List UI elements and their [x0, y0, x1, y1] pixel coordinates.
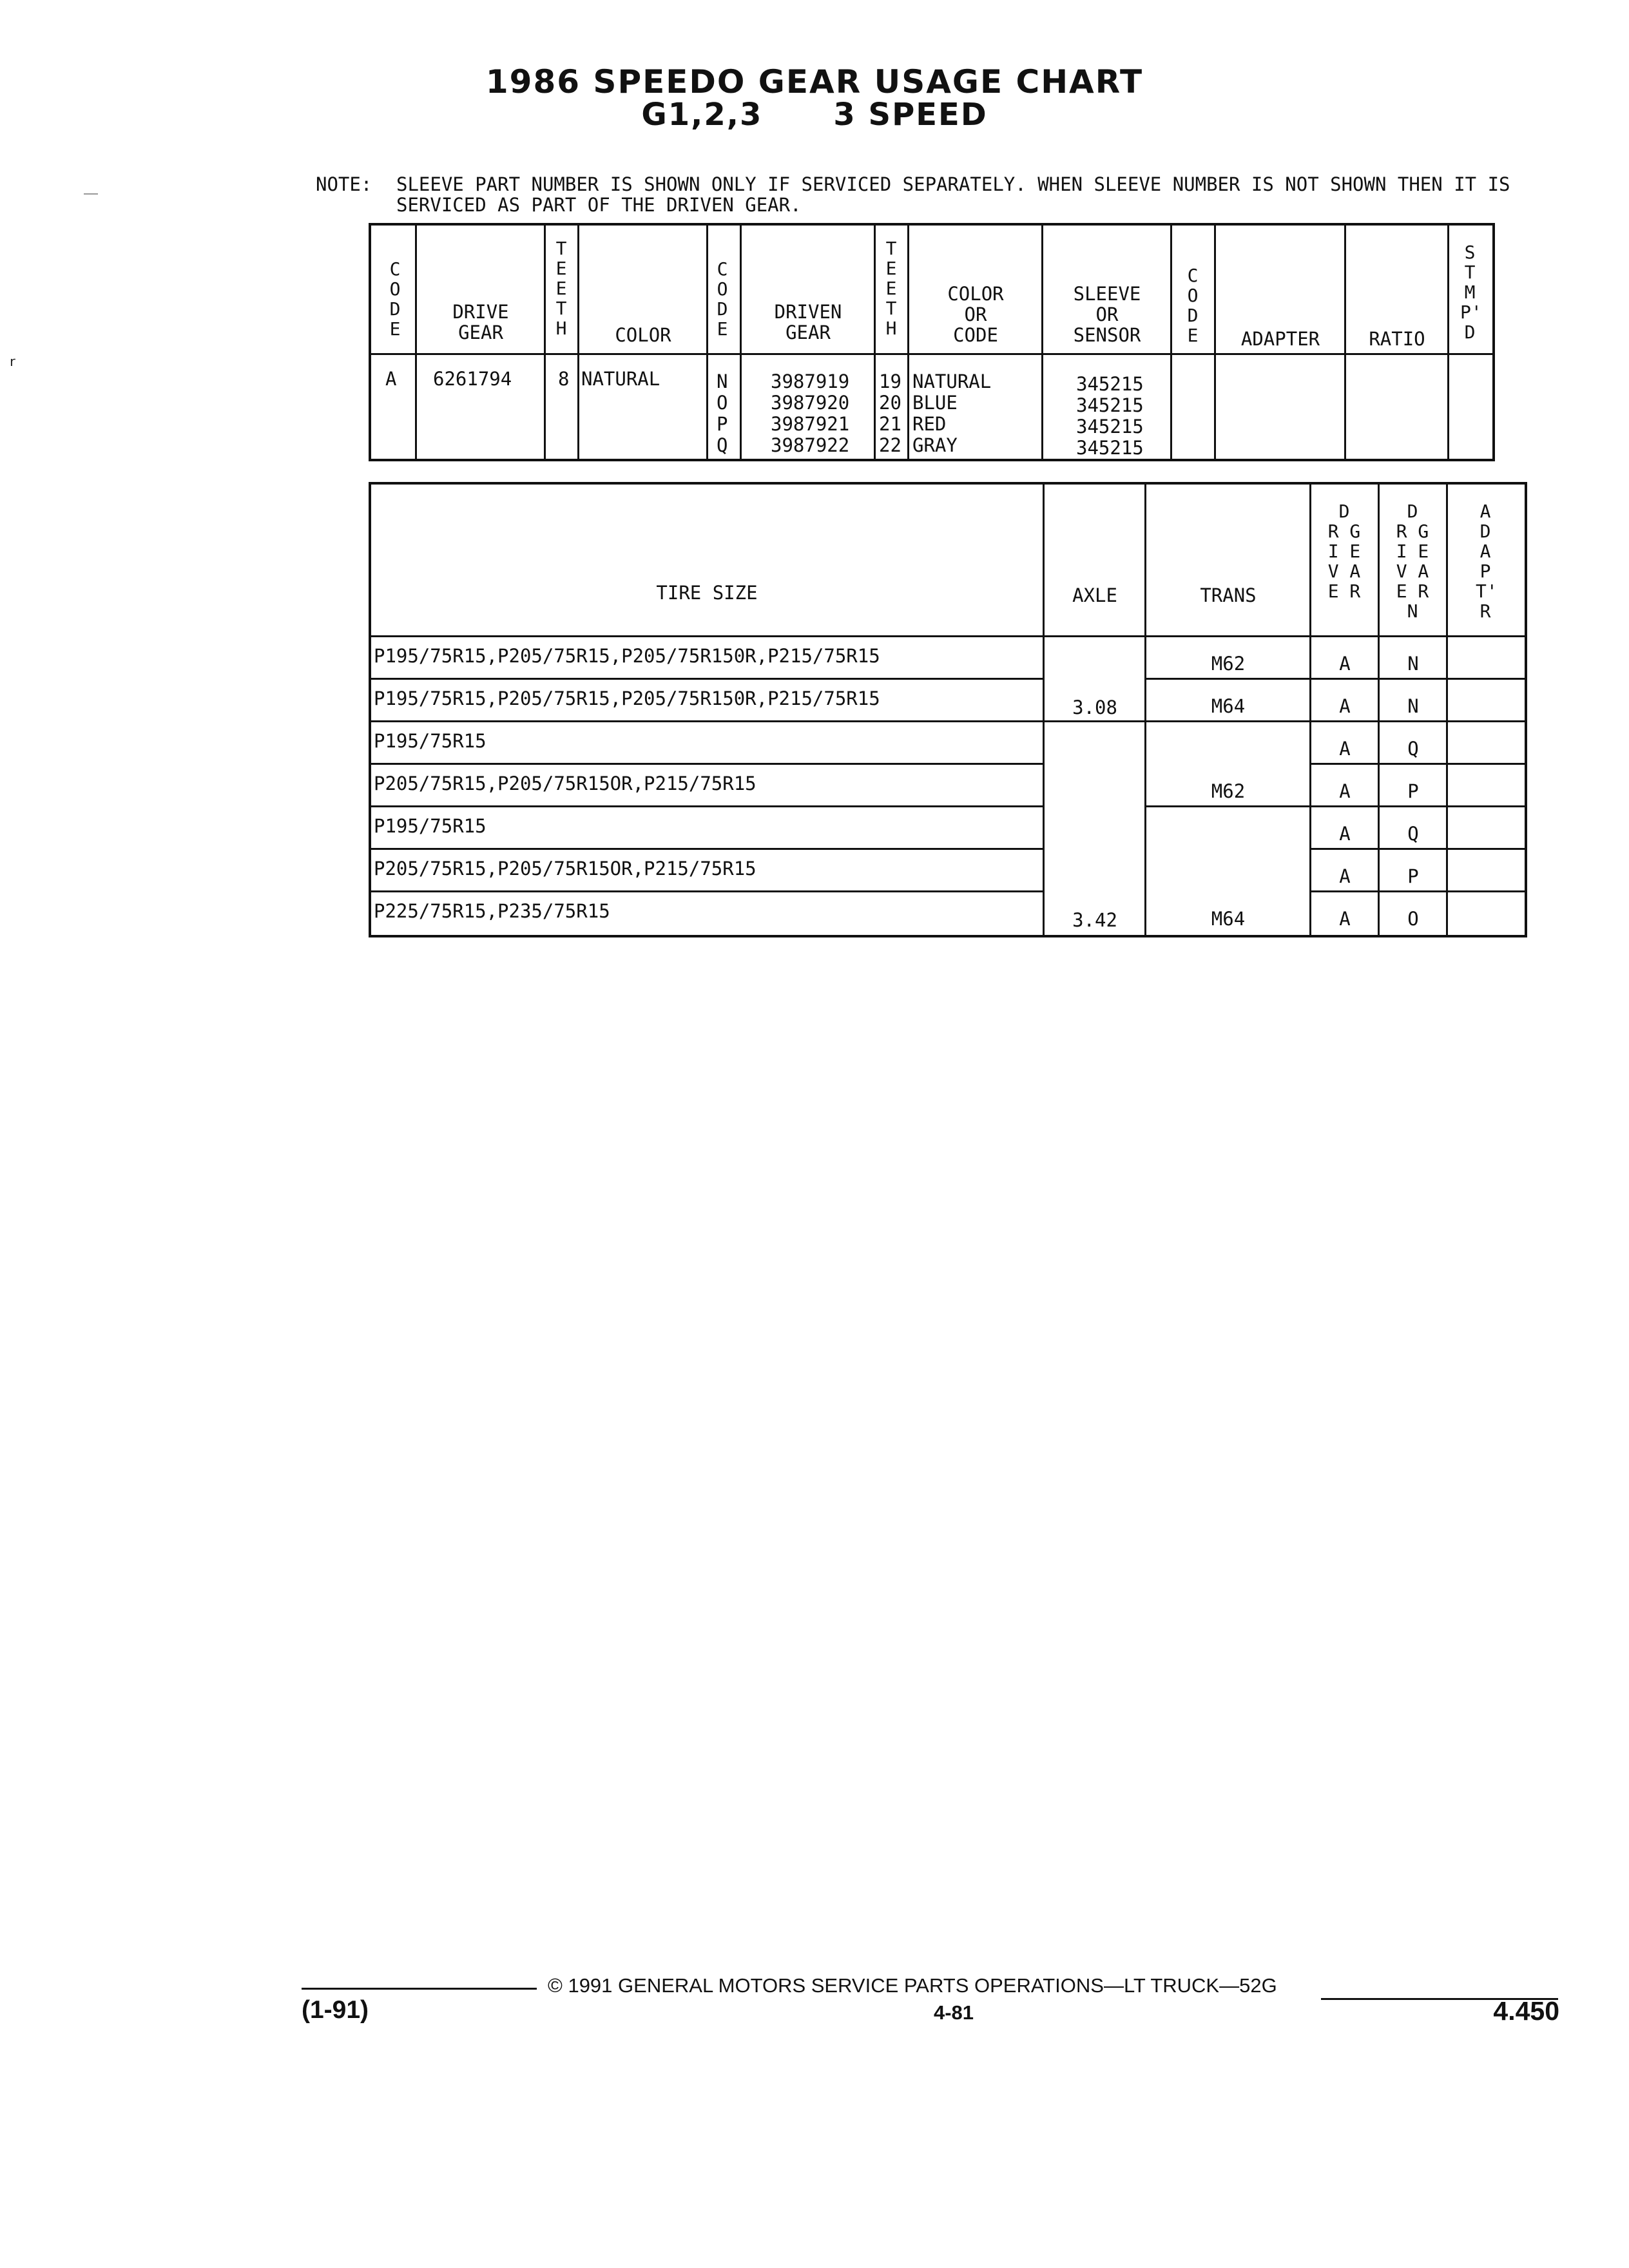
header-code-sleeve: C O D E	[1187, 265, 1199, 346]
row-color: NATURAL	[581, 368, 660, 390]
trans-value-4: M64	[1211, 908, 1246, 930]
header-drive-gear: DRIVE GEAR	[452, 301, 509, 343]
drive-code-2: A	[1339, 695, 1351, 717]
header-drive-gear-code: D R G I E V A E R	[1327, 501, 1361, 602]
header-code: C O D E	[389, 258, 401, 340]
gear-table	[369, 223, 1495, 461]
row-driven-gears: 3987919 3987920 3987921 3987922	[771, 370, 850, 456]
tire-row-1: P195/75R15,P205/75R15,P205/75R150R,P215/75R15	[374, 645, 880, 667]
footer-page-section: 4-81	[933, 2001, 974, 2024]
note-label: NOTE:	[316, 173, 372, 195]
scan-mark: ʳ	[10, 353, 15, 379]
footer-rule-left	[302, 1988, 537, 1990]
header-driven-gear: DRIVEN GEAR	[774, 301, 842, 343]
row-driven-codes: N O P Q	[717, 370, 728, 456]
header-color-or-code: COLOR OR CODE	[947, 283, 1004, 346]
row-drive-gear: 6261794	[433, 368, 512, 390]
drive-code-5: A	[1339, 823, 1351, 845]
tire-row-7: P225/75R15,P235/75R15	[374, 900, 610, 922]
tire-row-4: P205/75R15,P205/75R15OR,P215/75R15	[374, 773, 757, 794]
drive-code-6: A	[1339, 865, 1351, 887]
scan-mark	[84, 193, 98, 195]
trans-value-3: M62	[1211, 780, 1246, 802]
tire-row-2: P195/75R15,P205/75R15,P205/75R150R,P215/75R15	[374, 687, 880, 709]
driven-code-6: P	[1407, 865, 1419, 887]
usage-table	[369, 482, 1527, 937]
drive-code-4: A	[1339, 780, 1351, 802]
header-axle: AXLE	[1072, 584, 1117, 606]
row-teeth: 8	[558, 368, 570, 390]
tire-row-5: P195/75R15	[374, 815, 487, 837]
page-subtitle	[0, 98, 1629, 131]
tire-row-6: P205/75R15,P205/75R15OR,P215/75R15	[374, 858, 757, 879]
subtitle-speed: 3 SPEED	[833, 97, 988, 133]
drive-code-1: A	[1339, 653, 1351, 675]
footer-date: (1-91)	[302, 1996, 369, 2024]
header-sleeve-or-sensor: SLEEVE OR SENSOR	[1073, 283, 1141, 346]
header-teeth-driven: T E E T H	[885, 238, 897, 339]
header-stmpd: S T M P' D	[1460, 242, 1482, 343]
header-color: COLOR	[615, 324, 671, 346]
driven-code-5: Q	[1407, 823, 1419, 845]
header-teeth: T E E T H	[555, 238, 567, 339]
header-driven-gear-code: D R G I E V A E R N	[1396, 501, 1429, 622]
page-title: 1986 SPEEDO GEAR USAGE CHART	[485, 63, 1144, 101]
drive-code-7: A	[1339, 908, 1351, 930]
header-ratio: RATIO	[1369, 328, 1425, 350]
driven-code-2: N	[1407, 695, 1419, 717]
trans-value-2: M64	[1211, 695, 1246, 717]
trans-value-1: M62	[1211, 653, 1246, 675]
axle-value-2: 3.42	[1072, 909, 1117, 931]
row-sleeves: 345215 345215 345215 345215	[1076, 373, 1144, 459]
driven-code-1: N	[1407, 653, 1419, 675]
header-code-driven: C O D E	[717, 258, 728, 340]
note-text: SLEEVE PART NUMBER IS SHOWN ONLY IF SERVICED SEPARATELY. WHEN SLEEVE NUMBER IS NOT SHOWN THEN IT IS SERVICED AS PART OF THE DRIVEN GEAR.	[396, 173, 1510, 216]
header-tire-size: TIRE SIZE	[656, 582, 758, 604]
footer-page-number: 4.450	[1493, 1996, 1559, 2026]
driven-code-7: O	[1407, 908, 1419, 930]
header-trans: TRANS	[1200, 584, 1257, 606]
driven-code-3: Q	[1407, 738, 1419, 760]
row-driven-teeth: 19 20 21 22	[879, 370, 901, 456]
header-adapter: ADAPTER	[1240, 328, 1320, 350]
row-driven-colors: NATURAL BLUE RED GRAY	[912, 370, 992, 456]
driven-code-4: P	[1407, 780, 1419, 802]
footer-copyright: © 1991 GENERAL MOTORS SERVICE PARTS OPERATIONS—LT TRUCK—52G	[548, 1974, 1277, 1997]
subtitle-models: G1,2,3	[641, 97, 763, 133]
row-code: A	[385, 368, 397, 390]
drive-code-3: A	[1339, 738, 1351, 760]
axle-value-1: 3.08	[1072, 697, 1117, 718]
tire-row-3: P195/75R15	[374, 730, 487, 752]
header-adapter-code: A D A P T' R	[1476, 501, 1498, 622]
